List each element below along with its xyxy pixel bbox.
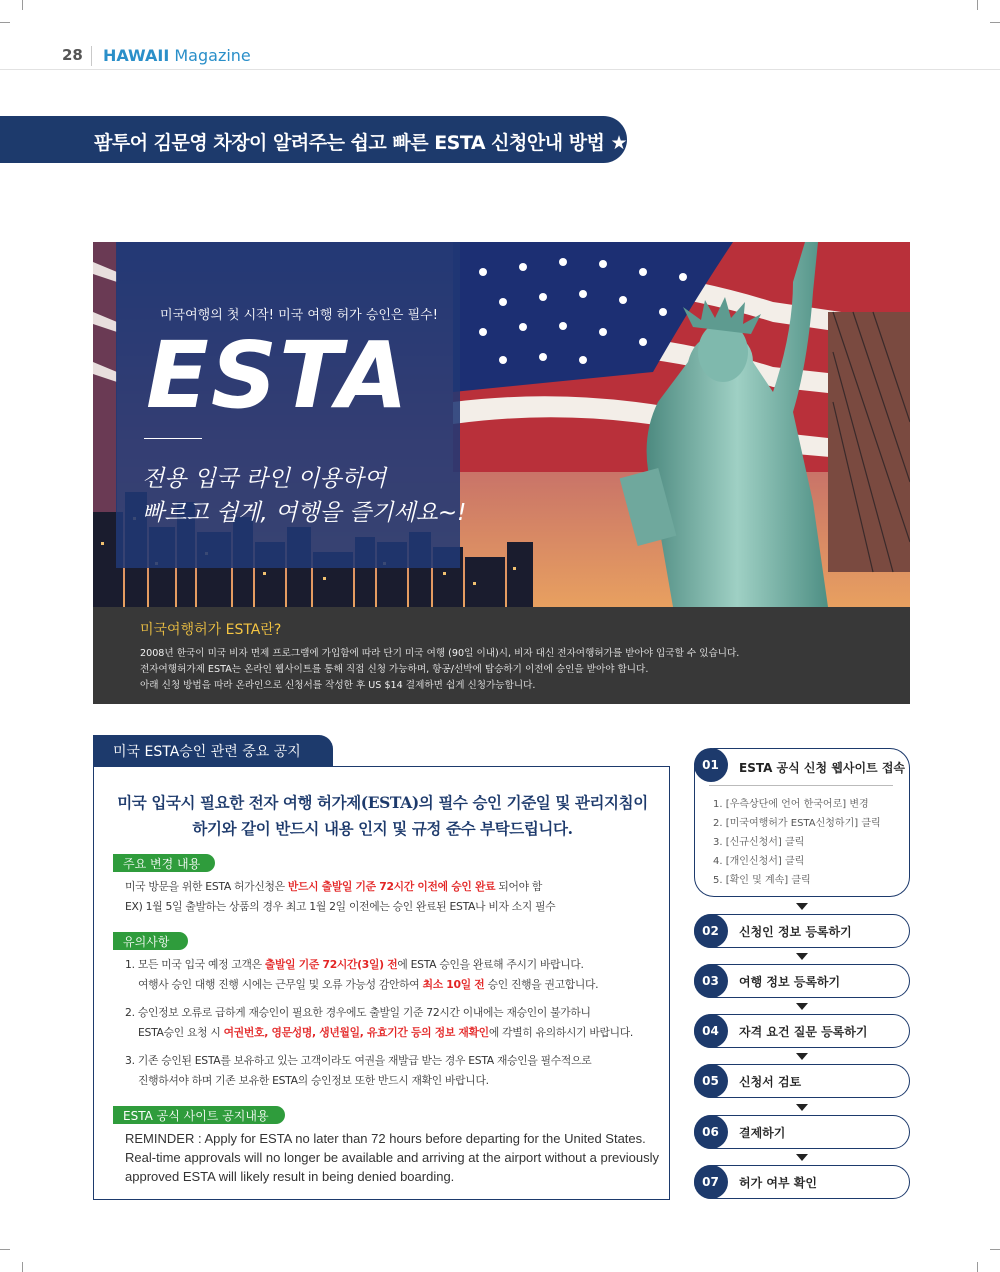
info-line: 아래 신청 방법을 따라 온라인으로 신청서를 작성한 후 US $14 결제하면 쉽게 신청가능합니다. — [140, 680, 536, 691]
title-banner — [0, 116, 627, 163]
hero-tagline-1: 전용 입국 라인 이용하여 — [142, 466, 387, 492]
section-label-text: 유의사항 — [123, 935, 170, 949]
header-divider — [91, 46, 92, 66]
crop-mark — [977, 1262, 978, 1272]
hero-text-panel — [116, 242, 467, 568]
crop-mark — [990, 1249, 1000, 1250]
section-label-official — [113, 1106, 285, 1124]
step-sub-item: 1. [우측상단에 언어 한국어로] 변경 — [713, 799, 869, 810]
magazine-name-rest: Magazine — [169, 46, 251, 65]
arrow-down-icon — [796, 1104, 808, 1111]
official-notice-line: REMINDER : Apply for ESTA no later than 72 hours before departing for the United States. — [125, 1131, 646, 1146]
step-number: 06 — [694, 1115, 728, 1149]
step-5 — [694, 1064, 910, 1098]
crop-mark — [22, 0, 23, 10]
hero-tagline-2: 빠르고 쉽게, 여행을 즐기세요~! — [142, 500, 467, 526]
info-line: 2008년 한국이 미국 비자 면제 프로그램에 가입함에 따라 단기 미국 여행 (90일 이내)시, 비자 대신 전자여행허가를 받아야 입국할 수 있습니다. — [140, 648, 740, 659]
section-label-changes — [113, 854, 215, 872]
arrow-down-icon — [796, 1053, 808, 1060]
magazine-name-bold: HAWAII — [103, 46, 170, 65]
change-line-2: EX) 1월 5일 출발하는 상품의 경우 최고 1월 2일 이전에는 승인 완료된 ESTA나 비자 소지 필수 — [125, 900, 556, 913]
step-label: 여행 정보 등록하기 — [739, 975, 841, 989]
crop-mark — [0, 22, 10, 23]
arrow-down-icon — [796, 953, 808, 960]
step-number: 01 — [694, 748, 728, 782]
hero-subtitle: 미국여행의 첫 시작! 미국 여행 허가 승인은 필수! — [160, 308, 438, 323]
official-notice-line: approved ESTA will likely result in being denied boarding. — [125, 1169, 455, 1184]
step-number: 02 — [694, 914, 728, 948]
step-6 — [694, 1115, 910, 1149]
esta-info-box — [93, 607, 910, 704]
change-line-1: 미국 방문을 위한 ESTA 허가신청은 반드시 출발일 기준 72시간 이전에 승인 완료 되어야 함 — [125, 880, 543, 893]
hero-divider — [144, 438, 202, 439]
arrow-down-icon — [796, 903, 808, 910]
section-label-text: ESTA 공식 사이트 공지내용 — [123, 1109, 269, 1123]
step-number: 07 — [694, 1165, 728, 1199]
crop-mark — [22, 1262, 23, 1272]
notice-heading-line-2: 하기와 같이 반드시 내용 인지 및 규정 준수 부탁드립니다. — [192, 819, 573, 838]
arrow-down-icon — [796, 1154, 808, 1161]
caution-1: 1. 모든 미국 입국 예정 고객은 출발일 기준 72시간(3일) 전에 ESTA 승인을 완료해 주시기 바랍니다. — [125, 958, 584, 971]
step-sub-item: 5. [확인 및 계속] 클릭 — [713, 875, 811, 886]
step-2 — [694, 914, 910, 948]
article-title: 팜투어 김문영 차장이 알려주는 쉽고 빠른 ESTA 신청안내 방법 ★ — [94, 132, 628, 154]
esta-logo-text: ESTA — [146, 322, 410, 429]
step-sub-item: 3. [신규신청서] 클릭 — [713, 837, 805, 848]
caution-3: 3. 기존 승인된 ESTA를 보유하고 있는 고객이라도 여권을 재발급 받는 경우 ESTA 재승인을 필수적으로 — [125, 1054, 592, 1067]
section-label-text: 주요 변경 내용 — [123, 857, 201, 871]
step-label: 신청서 검토 — [739, 1075, 802, 1089]
step-label: 신청인 정보 등록하기 — [739, 925, 852, 939]
step-label: ESTA 공식 신청 웹사이트 접속 — [739, 761, 906, 775]
notice-heading-line-1: 미국 입국시 필요한 전자 여행 허가제(ESTA)의 필수 승인 기준일 및 관리지침이 — [117, 793, 648, 812]
notice-tab-label: 미국 ESTA승인 관련 중요 공지 — [113, 744, 301, 760]
step-label: 허가 여부 확인 — [739, 1176, 817, 1190]
step-7 — [694, 1165, 910, 1199]
notice-box — [93, 766, 670, 1200]
step-1-box — [694, 748, 910, 897]
step-4 — [694, 1014, 910, 1048]
step-sub-item: 4. [개인신청서] 클릭 — [713, 856, 805, 867]
header-rule — [0, 69, 1000, 70]
step-number: 04 — [694, 1014, 728, 1048]
info-line: 전자여행허가제 ESTA는 온라인 웹사이트를 통해 직접 신청 가능하며, 항공/선박에 탑승하기 이전에 승인을 받아야 합니다. — [140, 664, 649, 675]
page-number: 28 — [62, 46, 83, 64]
caution-3-cont: 진행하셔야 하며 기존 보유한 ESTA의 승인정보 또한 반드시 재확인 바랍니다. — [138, 1074, 489, 1087]
caution-2-cont: ESTA승인 요청 시 여권번호, 영문성명, 생년월일, 유효기간 등의 정보 재확인에 각별히 유의하시기 바랍니다. — [138, 1026, 634, 1039]
step-3 — [694, 964, 910, 998]
step-sub-item: 2. [미국여행허가 ESTA신청하기] 클릭 — [713, 818, 881, 829]
step-number: 05 — [694, 1064, 728, 1098]
crop-mark — [990, 22, 1000, 23]
section-label-cautions — [113, 932, 188, 950]
arrow-down-icon — [796, 1003, 808, 1010]
crop-mark — [977, 0, 978, 10]
caution-1-cont: 여행사 승인 대행 진행 시에는 근무일 및 오류 가능성 감안하여 최소 10일 전 승인 진행을 권고합니다. — [138, 978, 599, 991]
caution-2: 2. 승인정보 오류로 급하게 재승인이 필요한 경우에도 출발일 기준 72시간 이내에는 재승인이 불가하니 — [125, 1006, 591, 1019]
crop-mark — [0, 1249, 10, 1250]
magazine-name — [103, 46, 251, 65]
notice-tab — [93, 735, 333, 766]
hero-image — [93, 242, 910, 607]
step-label: 결제하기 — [739, 1126, 786, 1140]
official-notice-line: Real-time approvals will no longer be available and arriving at the airport without a previously — [125, 1150, 660, 1165]
step-number: 03 — [694, 964, 728, 998]
step-divider — [709, 785, 893, 786]
info-title: 미국여행허가 ESTA란? — [140, 622, 282, 638]
step-label: 자격 요건 질문 등록하기 — [739, 1025, 868, 1039]
